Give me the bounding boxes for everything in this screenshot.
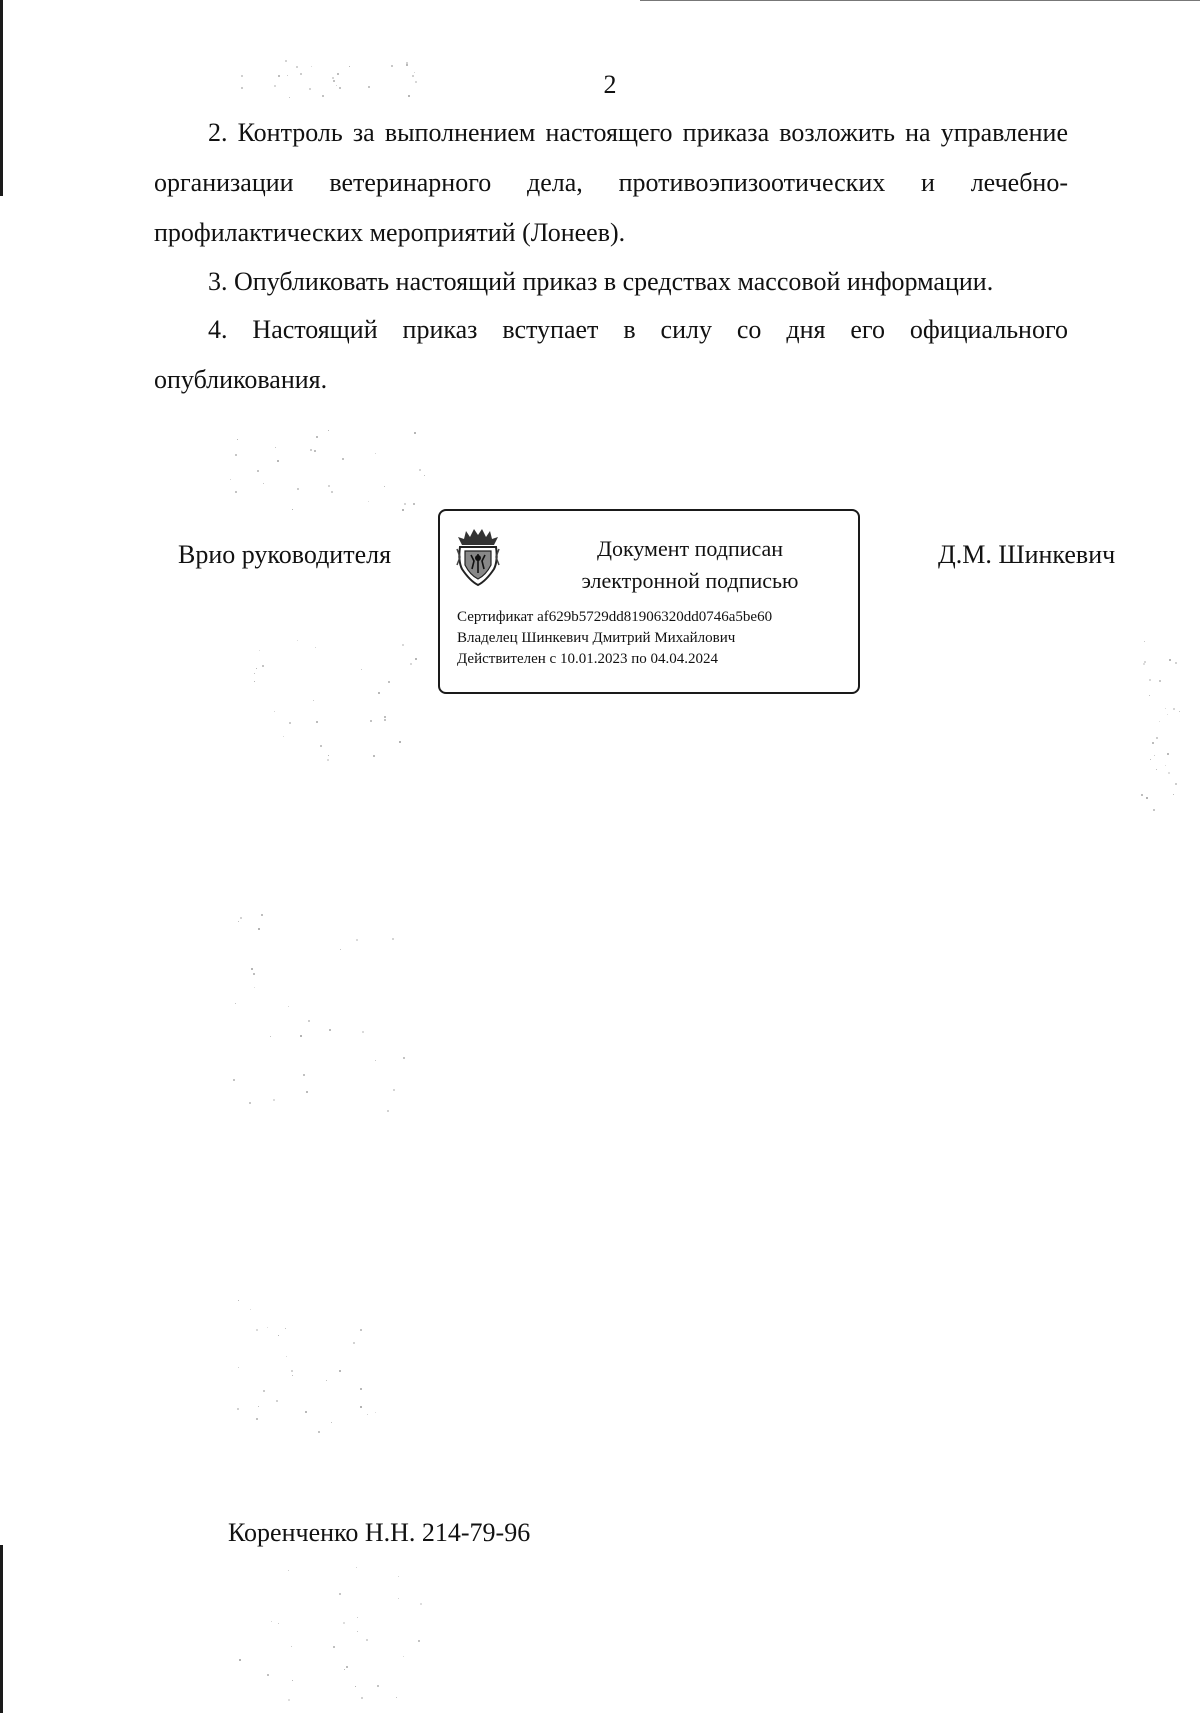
scan-speck <box>402 509 404 511</box>
scan-speck <box>412 75 414 77</box>
scan-speck <box>315 647 316 648</box>
scan-speck <box>316 436 318 438</box>
scan-speck <box>285 60 287 62</box>
scan-speck <box>1149 679 1151 681</box>
scan-speck <box>308 1020 310 1022</box>
scan-speck <box>296 66 298 68</box>
scan-speck <box>375 1412 376 1413</box>
scan-speck <box>238 921 239 922</box>
scan-speck <box>357 1631 358 1632</box>
scan-speck <box>305 1411 307 1413</box>
scan-speck <box>393 1089 395 1091</box>
scan-speck <box>238 1367 239 1368</box>
scan-speck <box>343 1622 345 1624</box>
scan-speck <box>420 1603 422 1605</box>
scan-speck <box>331 1422 332 1423</box>
paragraph-publish: 3. Опубликовать настоящий приказ в средствах массовой информации. <box>208 267 994 296</box>
scan-speck <box>406 64 408 66</box>
scan-speck <box>320 745 322 747</box>
scan-speck <box>257 470 259 472</box>
scan-speck <box>276 1400 278 1402</box>
scan-speck <box>311 66 312 67</box>
scan-speck <box>329 1029 331 1031</box>
scan-speck <box>1154 755 1155 756</box>
scan-speck <box>314 450 316 452</box>
scan-speck <box>258 1406 259 1407</box>
scan-edge-mark <box>0 1545 3 1713</box>
scan-speck <box>419 469 421 471</box>
scan-speck <box>402 644 404 646</box>
scan-speck <box>377 1685 379 1687</box>
scan-speck <box>346 1666 348 1668</box>
scan-speck <box>241 75 243 77</box>
paragraph-effective: 4. Настоящий приказ вступает в силу со дня его официального опубликования. <box>154 315 1068 394</box>
scan-speck <box>1146 797 1148 799</box>
scan-speck <box>292 509 293 510</box>
scan-speck <box>316 721 318 723</box>
scan-speck <box>237 439 238 440</box>
scan-speck <box>424 475 425 476</box>
scan-speck <box>292 1375 293 1376</box>
scan-speck <box>1144 661 1146 663</box>
scan-speck <box>391 65 393 67</box>
scan-speck <box>398 1576 399 1577</box>
scan-speck <box>368 501 369 502</box>
scan-speck <box>384 719 386 721</box>
page-number: 2 <box>603 70 617 99</box>
stamp-heading <box>558 533 822 597</box>
scan-speck <box>375 453 376 454</box>
scan-speck <box>392 938 394 940</box>
scan-speck <box>328 485 330 487</box>
scan-speck <box>291 1370 293 1372</box>
scan-speck <box>353 1342 355 1344</box>
certificate-number: Сертификат af629b5729dd81906320dd0746a5be60 <box>457 609 773 625</box>
scan-speck <box>1150 759 1151 760</box>
scan-speck <box>300 1035 302 1037</box>
scan-speck <box>318 1431 320 1433</box>
scan-speck <box>1149 695 1150 696</box>
scan-speck <box>270 1036 271 1037</box>
scan-speck <box>273 1099 275 1101</box>
signatory-position: Врио руководителя <box>178 540 392 569</box>
scan-speck <box>278 1623 279 1624</box>
scan-speck <box>384 716 386 718</box>
scan-speck <box>349 66 350 67</box>
scan-speck <box>263 1390 265 1392</box>
scan-speck <box>1173 794 1174 795</box>
scan-speck <box>1165 708 1166 709</box>
scan-speck <box>418 1640 420 1642</box>
scan-speck <box>235 491 237 493</box>
scan-speck <box>327 759 329 761</box>
scan-speck <box>1153 809 1155 811</box>
scan-speck <box>342 458 344 460</box>
scan-speck <box>253 973 255 975</box>
scan-speck <box>256 1329 258 1331</box>
scan-speck <box>259 650 260 651</box>
scan-speck <box>278 1335 279 1336</box>
scan-speck <box>240 917 242 919</box>
scan-speck <box>337 73 339 75</box>
scan-speck <box>289 722 291 724</box>
scan-speck <box>361 669 362 670</box>
scan-speck <box>356 1567 357 1568</box>
scan-speck <box>1167 714 1168 715</box>
scan-speck <box>1156 737 1158 739</box>
scan-speck <box>1179 711 1180 712</box>
scan-speck <box>331 491 333 493</box>
scan-speck <box>344 1669 345 1670</box>
scan-speck <box>328 430 329 431</box>
scan-speck <box>384 486 385 487</box>
scan-speck <box>297 488 299 490</box>
scan-speck <box>1167 753 1169 755</box>
scan-speck <box>292 1680 293 1681</box>
scan-speck <box>1175 783 1177 785</box>
scan-speck <box>306 1091 308 1093</box>
scan-speck <box>339 1593 341 1595</box>
scan-speck <box>403 1656 404 1657</box>
scan-speck <box>277 460 279 462</box>
certificate-validity: Действителен с 10.01.2023 по 04.04.2024 <box>457 651 718 667</box>
scan-speck <box>403 1057 405 1059</box>
scan-speck <box>283 736 284 737</box>
scan-speck <box>1168 772 1170 774</box>
scan-speck <box>404 503 406 505</box>
scan-speck <box>288 1570 289 1571</box>
scan-speck <box>415 658 417 660</box>
scan-speck <box>413 503 415 505</box>
scan-speck <box>356 939 358 941</box>
scan-speck <box>274 711 275 712</box>
scan-speck <box>288 1006 289 1007</box>
scan-speck <box>362 1031 364 1033</box>
scan-speck <box>399 741 401 743</box>
scan-speck <box>237 1408 239 1410</box>
coat-of-arms-icon <box>456 527 500 587</box>
scan-speck <box>360 1388 362 1390</box>
scan-speck <box>398 1598 399 1599</box>
stamp-details <box>457 607 772 670</box>
scan-speck <box>254 673 255 674</box>
scan-speck <box>239 1659 241 1661</box>
scan-speck <box>275 447 276 448</box>
scan-speck <box>333 1646 335 1648</box>
scan-speck <box>1156 769 1157 770</box>
scan-speck <box>261 914 263 916</box>
scan-speck <box>256 1418 258 1420</box>
scan-speck <box>251 968 253 970</box>
scan-speck <box>375 1060 376 1061</box>
scan-speck <box>1144 641 1145 642</box>
scan-speck <box>340 949 341 950</box>
scan-speck <box>357 1617 358 1618</box>
scan-speck <box>303 1074 305 1076</box>
scan-speck <box>332 77 334 79</box>
scan-speck <box>288 1699 290 1701</box>
scan-speck <box>328 755 329 756</box>
scan-speck <box>326 1380 327 1381</box>
scan-speck <box>367 1414 368 1415</box>
scan-speck <box>360 1329 362 1331</box>
scan-speck <box>230 479 231 480</box>
scan-speck <box>286 1356 287 1357</box>
paragraph-control: 2. Контроль за выполнением настоящего приказа возложить на управление организации ветеринарного дела, противоэпизоотических и лечебно-профилактических мероприятий (Лонеев). <box>154 118 1068 247</box>
scan-speck <box>1175 662 1177 664</box>
scan-speck <box>415 81 417 83</box>
scan-speck <box>355 1686 356 1687</box>
scan-speck <box>313 700 314 701</box>
scan-speck <box>262 665 264 667</box>
scan-speck <box>387 1110 389 1112</box>
scan-speck <box>258 928 260 930</box>
scan-speck <box>1159 721 1160 722</box>
scan-speck <box>235 1003 236 1004</box>
scan-speck <box>366 1639 368 1641</box>
scan-speck <box>1141 794 1143 796</box>
signatory-name: Д.М. Шинкевич <box>938 540 1116 569</box>
stamp-heading-line: Документ подписан <box>596 536 784 561</box>
scan-speck <box>254 987 255 988</box>
scan-speck <box>291 1646 292 1647</box>
scan-speck <box>396 1697 397 1698</box>
scan-speck <box>235 454 237 456</box>
scan-speck <box>368 86 370 88</box>
scan-speck <box>1152 742 1154 744</box>
scan-speck <box>370 720 372 722</box>
stamp-heading-line: электронной подписью <box>581 568 799 593</box>
scan-speck <box>287 75 288 76</box>
certificate-owner: Владелец Шинкевич Дмитрий Михайлович <box>457 630 736 646</box>
scan-speck <box>410 663 412 665</box>
scan-speck <box>285 1328 286 1329</box>
executor-contact: Коренченко Н.Н. 214-79-96 <box>228 1518 531 1547</box>
scan-speck <box>267 1674 269 1676</box>
scan-speck <box>373 755 375 757</box>
scan-speck <box>238 1300 239 1301</box>
scan-edge-line <box>640 0 1200 1</box>
scan-speck <box>388 681 390 683</box>
scan-speck <box>361 1697 363 1699</box>
scan-speck <box>249 1102 251 1104</box>
scan-speck <box>1173 708 1175 710</box>
scan-speck <box>322 95 324 97</box>
scan-speck <box>254 681 255 682</box>
scan-speck <box>1143 663 1145 665</box>
scan-speck <box>271 1621 272 1622</box>
scan-speck <box>310 449 312 451</box>
scan-speck <box>1165 765 1166 766</box>
scan-speck <box>267 1327 268 1328</box>
scan-speck <box>414 72 415 73</box>
scan-speck <box>250 1309 251 1310</box>
scan-speck <box>414 432 416 434</box>
scan-speck <box>1159 680 1161 682</box>
scan-speck <box>256 668 257 669</box>
scan-speck <box>378 692 380 694</box>
scan-speck <box>297 640 298 641</box>
scan-speck <box>339 1370 341 1372</box>
scan-speck <box>360 1406 362 1408</box>
scan-speck <box>1169 659 1171 661</box>
electronic-signature-stamp <box>438 509 860 694</box>
scan-speck <box>233 1079 235 1081</box>
scan-speck <box>263 483 264 484</box>
